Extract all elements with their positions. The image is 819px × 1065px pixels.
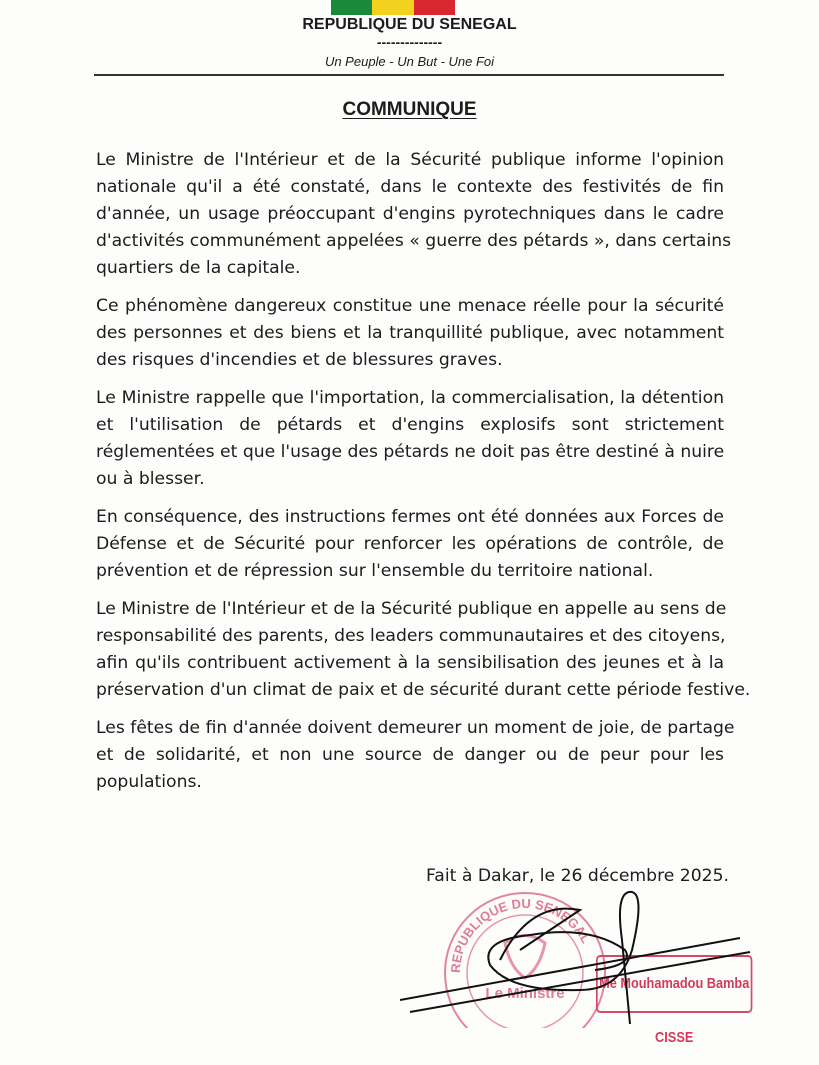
communique-body	[96, 147, 751, 807]
flag-green-band	[331, 0, 372, 15]
stamp-center-text: Le Ministre	[485, 985, 565, 1002]
paragraph-line: afin qu'ils contribuent activement à la sensibilisation des jeunes et à la	[96, 653, 724, 673]
paragraph-line: réglementées et que l'usage des pétards ne doit pas être destiné à nuire	[96, 442, 725, 462]
paragraph	[96, 293, 724, 374]
document-title-text: COMMUNIQUE	[342, 99, 477, 120]
paragraph-line: et l'utilisation de pétards et d'engins explosifs sont strictement	[96, 415, 724, 435]
stamp-ring-text: REPUBLIQUE DU SENEGAL	[447, 895, 594, 974]
paragraph-line: Les fêtes de fin d'année doivent demeurer un moment de joie, de partage	[96, 718, 735, 738]
header-divider	[94, 74, 724, 76]
paragraph-line: d'année, un usage préoccupant d'engins pyrotechniques dans le cadre	[96, 204, 724, 224]
national-motto: Un Peuple - Un But - Une Foi	[324, 54, 495, 69]
paragraph-line: d'activités communément appelées « guerre des pétards », dans certains	[96, 231, 732, 251]
place-date: Fait à Dakar, le 26 décembre 2025.	[426, 866, 729, 886]
paragraph	[96, 596, 751, 704]
paragraph-line: nationale qu'il a été constaté, dans le contexte des festivités de fin	[96, 177, 724, 197]
paragraph-line: Le Ministre rappelle que l'importation, la commercialisation, la détention	[96, 388, 724, 408]
paragraph-line: Le Ministre de l'Intérieur et de la Sécurité publique en appelle au sens de	[96, 599, 727, 619]
signatory-name-stamp: Me Mouhamadou Bamba CISSE	[596, 955, 752, 1013]
senegal-flag	[331, 0, 455, 15]
handwritten-signature	[400, 880, 760, 1024]
flag-yellow-band	[372, 0, 413, 15]
paragraph-line: prévention et de répression sur l'ensemble du territoire national.	[96, 561, 654, 581]
paragraph-line: des risques d'incendies et de blessures graves.	[96, 350, 503, 370]
paragraph-line: et de solidarité, et non une source de danger ou de peur pour les	[96, 745, 724, 765]
paragraph-line: ou à blesser.	[96, 469, 205, 489]
paragraph	[96, 504, 724, 585]
header-separator: --------------	[376, 34, 443, 50]
paragraph-line: quartiers de la capitale.	[96, 258, 301, 278]
paragraph-line: Le Ministre de l'Intérieur et de la Sécurité publique informe l'opinion	[96, 150, 724, 170]
paragraph	[96, 147, 732, 282]
paragraph	[96, 385, 724, 493]
paragraph-line: préservation d'un climat de paix et de sécurité durant cette période festive.	[96, 680, 751, 700]
paragraph-line: des personnes et des biens et la tranquillité publique, avec notamment	[96, 323, 724, 343]
paragraph-line: Défense et de Sécurité pour renforcer les opérations de contrôle, de	[96, 534, 724, 554]
flag-red-band	[414, 0, 455, 15]
paragraph-line: En conséquence, des instructions fermes ont été données aux Forces de	[96, 507, 724, 527]
paragraph-line: responsabilité des parents, des leaders communautaires et des citoyens,	[96, 626, 726, 646]
paragraph	[96, 715, 735, 796]
paragraph-line: Ce phénomène dangereux constitue une menace réelle pour la sécurité	[96, 296, 724, 316]
country-name: REPUBLIQUE DU SENEGAL	[302, 16, 517, 33]
document-title	[0, 99, 819, 121]
paragraph-line: populations.	[96, 772, 202, 792]
